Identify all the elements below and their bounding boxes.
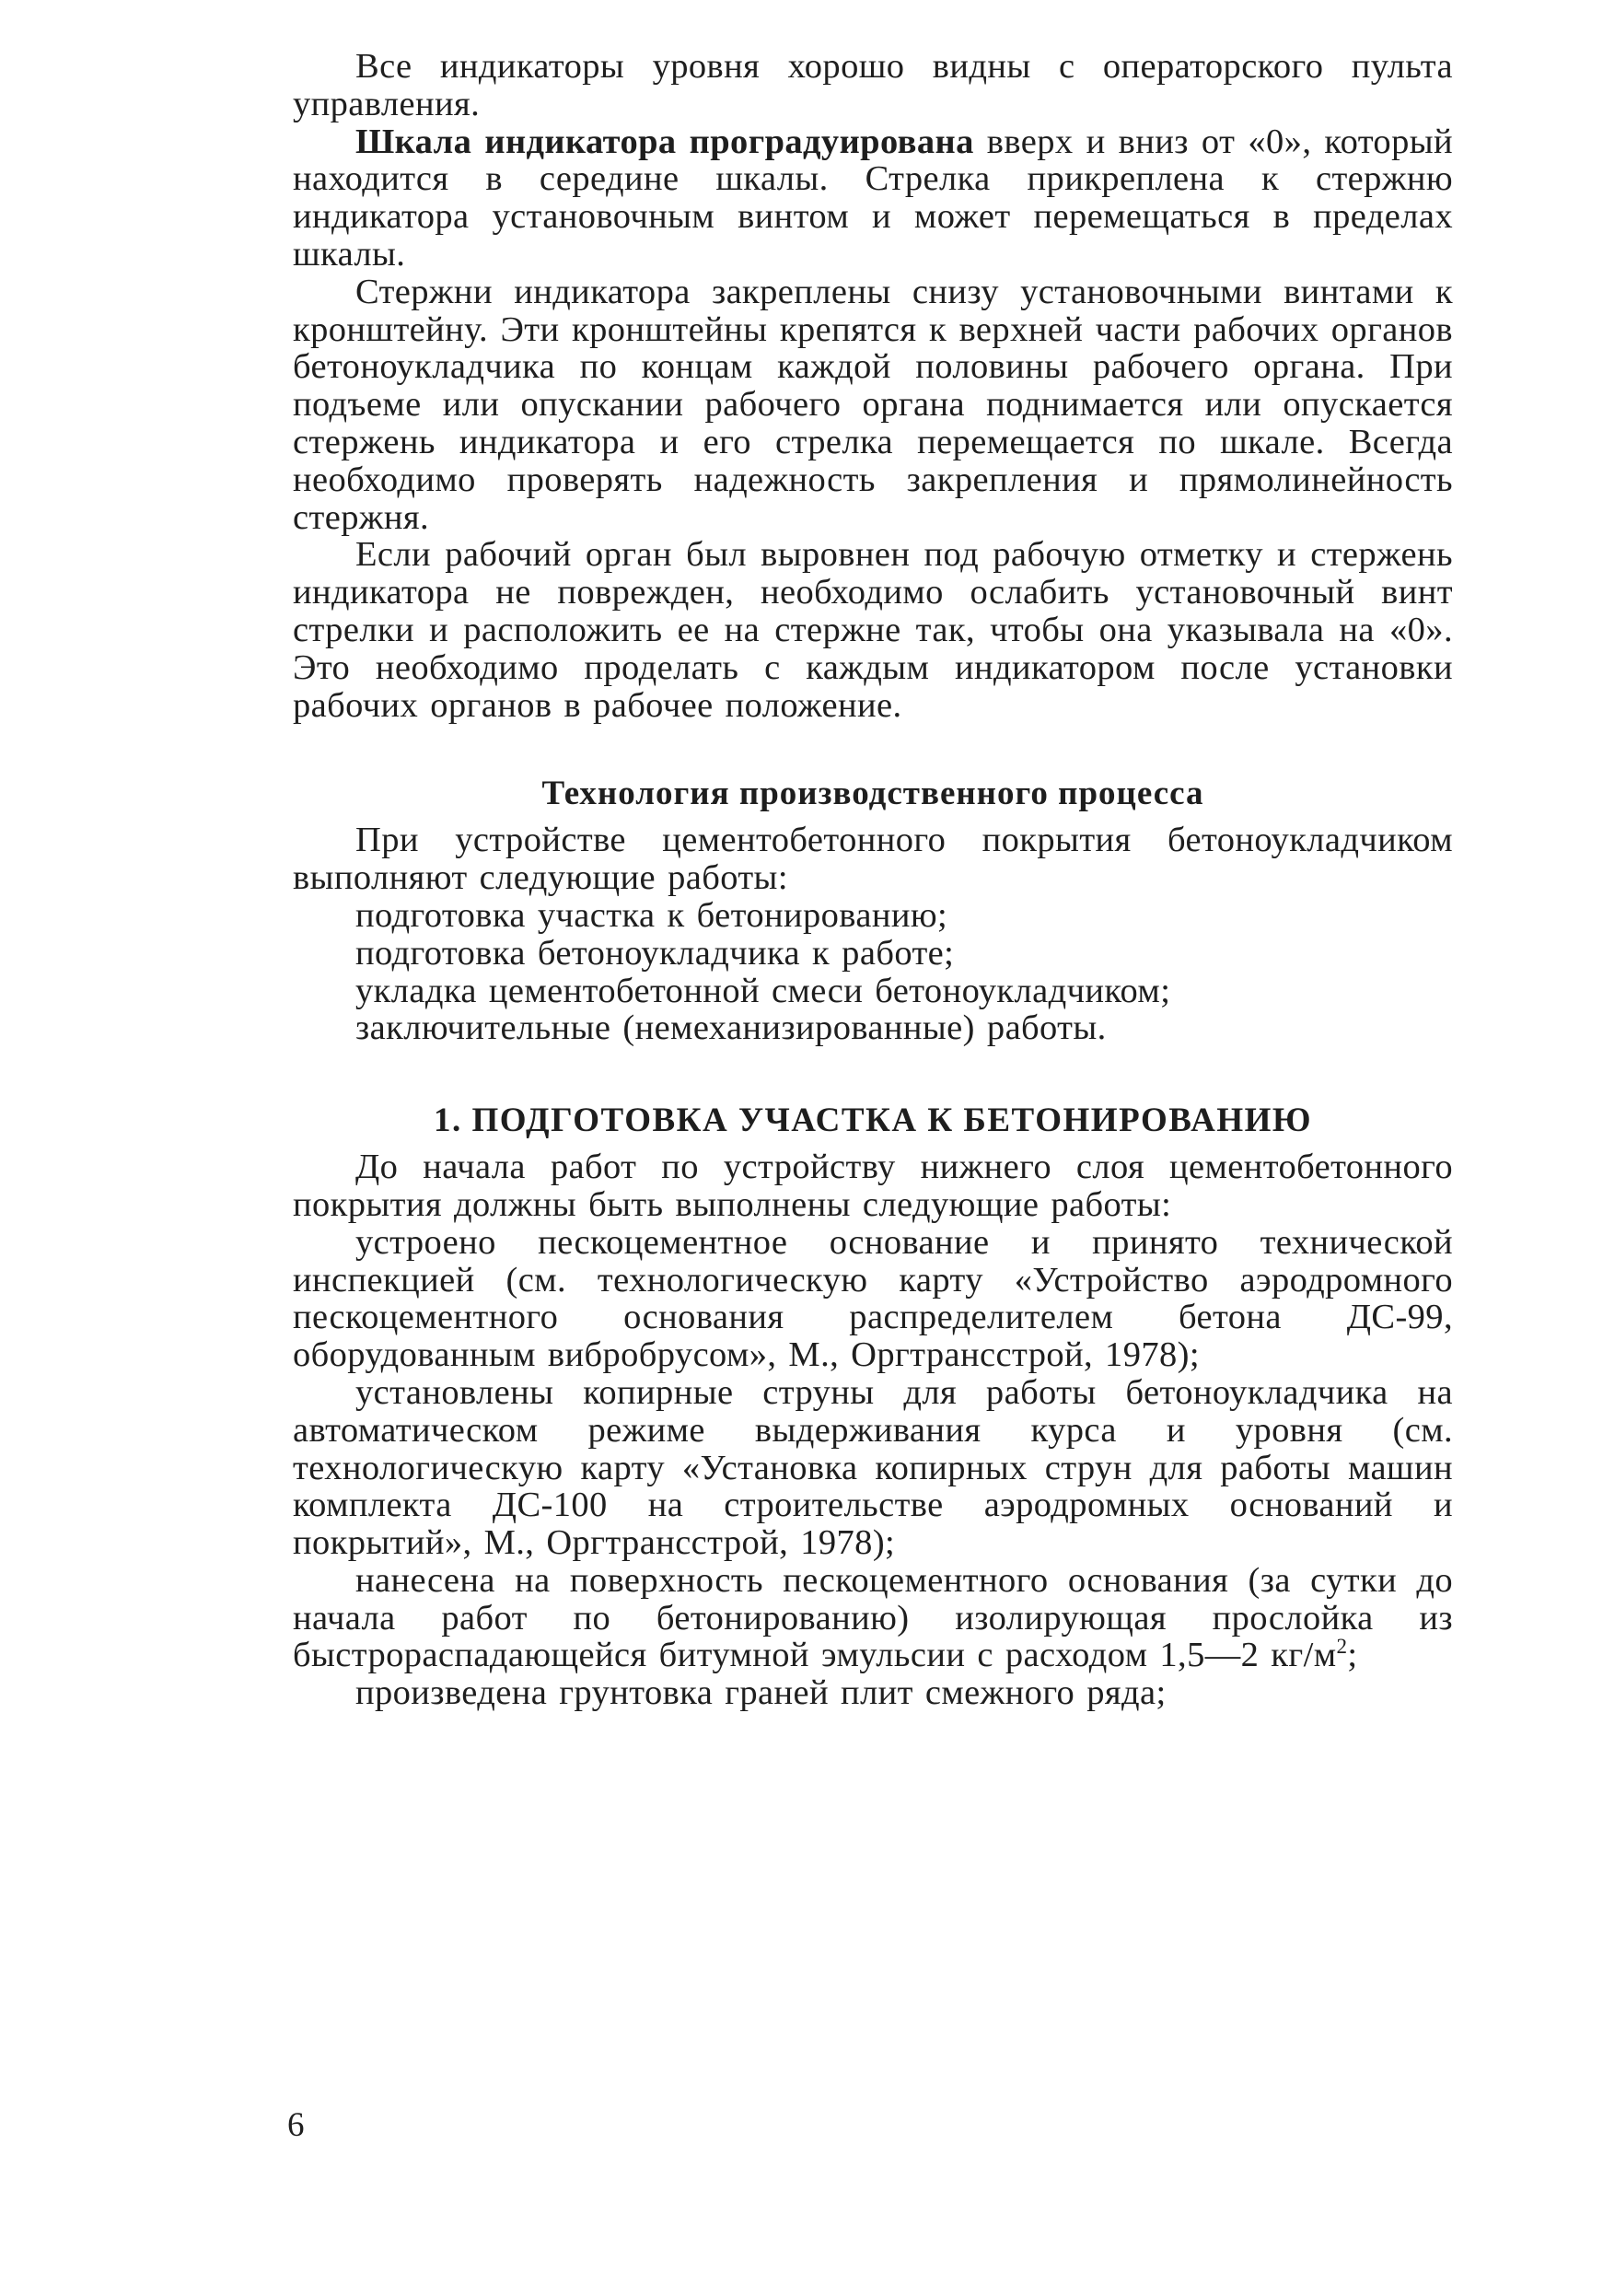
list-item-emulsion-text: нанесена на поверхность пескоцементного основания (за сутки до начала работ по бетонированию) изолирующая прослойка из быстрораспадающейся битумной эмульсии с расходом 1,5—2 кг/м — [293, 1560, 1453, 1675]
paragraph-indicators-visible: Все индикаторы уровня хорошо видны с операторского пульта управления. — [293, 47, 1453, 123]
superscript-square: 2 — [1336, 1634, 1348, 1659]
spacer — [293, 724, 1453, 774]
list-item: заключительные (немеханизированные) работы. — [355, 1008, 1107, 1048]
list-item-strings: установлены копирные струны для работы бетоноукладчика на автоматическом режиме выдерживания курса и уровня (см. технологическую карту «Установка копирных струн для работы машин комплекта ДС-100 на строительстве аэродромных оснований и покрытий», М., Оргтрансстрой, 1978); — [293, 1372, 1453, 1563]
page-number: 6 — [287, 2106, 305, 2144]
paragraph-scale-lead: Шкала индикатора проградуирована — [355, 122, 974, 161]
list-item-emulsion-tail: ; — [1347, 1636, 1358, 1675]
paragraph-preparation-intro: До начала работ по устройству нижнего слоя цементобетонного покрытия должны быть выполнены следующие работы: — [293, 1148, 1453, 1224]
list-item-priming: произведена грунтовка граней плит смежного ряда; — [355, 1673, 1167, 1713]
list-item-base: устроено пескоцементное основание и принято технической инспекцией (см. технологическую карту «Устройство аэродромного пескоцементного основания распределителем бетона ДС-99, оборудованным вибробрусом», М., Оргтрансстрой, 1978); — [293, 1222, 1453, 1375]
list-item: подготовка бетоноукладчика к работе; — [355, 933, 955, 973]
section-title-technology: Технология производственного процесса — [541, 775, 1204, 813]
spacer — [293, 1047, 1453, 1101]
paragraph-zero-setting: Если рабочий орган был выровнен под рабочую отметку и стержень индикатора не поврежден, необходимо ослабить установочный винт стрелки и расположить ее на стержне так, чтобы она указывала на «0». Это необходимо проделать с каждым индикатором после установки рабочих органов в рабочее положение. — [293, 535, 1453, 725]
paragraph-rods-mounting: Стержни индикатора закреплены снизу установочными винтами к кронштейну. Эти кронштейны крепятся к верхней части рабочих органов бетоноукладчика по концам каждой половины рабочего органа. При подъеме или опускании рабочего органа поднимается или опускается стержень индикатора и его стрелка перемещается по шкале. Всегда необходимо проверять надежность закрепления и прямолинейность стержня. — [293, 272, 1453, 537]
paragraph-scale-description: Шкала индикатора проградуирована вверх и вниз от «0», который находится в середине шкалы. Стрелка прикреплена к стержню индикатора установочным винтом и может перемещаться в пределах шкалы. — [293, 122, 1453, 274]
list-item: укладка цементобетонной смеси бетоноукладчиком; — [355, 971, 1171, 1010]
section-title-site-preparation: 1. ПОДГОТОВКА УЧАСТКА К БЕТОНИРОВАНИЮ — [433, 1101, 1313, 1140]
list-item-emulsion — [293, 1562, 1453, 1674]
paragraph-works-intro: При устройстве цементобетонного покрытия бетоноукладчиком выполняют следующие работы: — [293, 821, 1453, 898]
list-item: подготовка участка к бетонированию; — [355, 895, 948, 935]
document-page — [293, 48, 1453, 1712]
